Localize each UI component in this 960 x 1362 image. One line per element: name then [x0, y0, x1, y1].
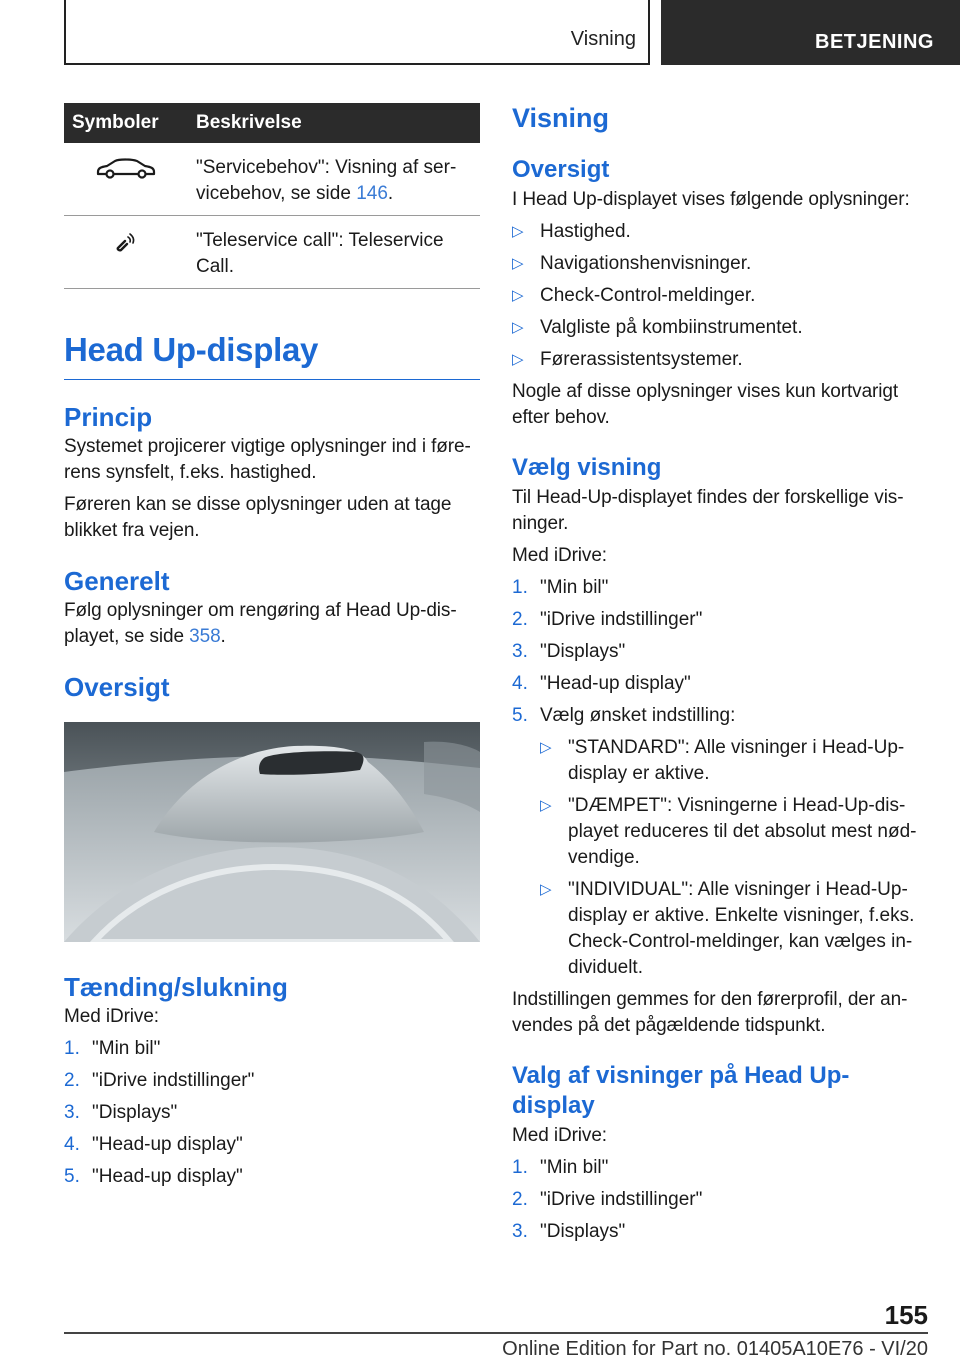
right-column — [512, 103, 928, 1251]
oversigt-list — [512, 219, 928, 373]
header-chapter-tab: BETJENING — [661, 0, 960, 65]
visning-title: Visning — [512, 103, 610, 133]
list-item: ▷ "STANDARD": Alle visninger i Head-Up-display er aktive. — [540, 737, 905, 784]
list-item: ▷ Hastighed. — [512, 219, 928, 245]
triangle-bullet-icon: ▷ — [540, 797, 552, 814]
princip-paragraph-2: Føreren kan se disse oplysninger uden at tage blikket fra vejen. — [64, 494, 452, 541]
list-item: ▷ "INDIVIDUAL": Alle visninger i Head-Up-display er aktive. Enkelte visninger, f.eks. Check-Control-meldinger, kan vælges in-dividuelt. — [540, 879, 915, 978]
header-section-title: Visning — [570, 28, 636, 50]
triangle-bullet-icon: ▷ — [512, 223, 524, 240]
valg-intro: Med iDrive: — [512, 1125, 607, 1146]
table-header-symbols: Symboler — [64, 103, 196, 143]
car-service-icon — [95, 157, 157, 187]
oversigt-subtitle: Oversigt — [512, 156, 610, 183]
header-rule-divider — [648, 0, 650, 64]
triangle-bullet-icon: ▷ — [540, 881, 552, 898]
list-item: 3. "Displays" — [512, 641, 626, 662]
list-item: 5. Vælg ønsket indstilling: ▷ "STANDARD": Alle visninger i Head-Up-display er aktive. ▷ "DÆMPET": Visningerne i Head-Up-dis-playet reduceres til det absolut mest nød-vendige. ▷ "INDIVIDUAL": Alle visninger i Head-Up-display er aktive. Enkelte visninger, f.eks. Check-Control-meldinger, kan vælges in-dividuelt. — [512, 703, 928, 981]
list-item: 3. "Displays" — [512, 1221, 626, 1242]
princip-paragraph-1: Systemet projicerer vigtige oplysninger ind i føre-rens synsfelt, f.eks. hastighed. — [64, 436, 471, 483]
list-item: ▷ "DÆMPET": Visningerne i Head-Up-dis-playet reduceres til det absolut mest nød-vendige. — [540, 795, 917, 868]
princip-title: Princip — [64, 402, 153, 432]
triangle-bullet-icon: ▷ — [512, 351, 524, 368]
footer-edition: Online Edition for Part no. 01405A10E76 - VI/20 — [502, 1338, 928, 1360]
setting-options — [540, 735, 928, 981]
triangle-bullet-icon: ▷ — [512, 255, 524, 272]
list-item: ▷ Valgliste på kombiinstrumentet. — [512, 315, 928, 341]
list-item: 1. "Min bil" — [512, 1157, 609, 1178]
list-item: 2. "iDrive indstillinger" — [64, 1070, 255, 1091]
list-item: 5. "Head-up display" — [64, 1166, 243, 1187]
page-link[interactable]: 146 — [356, 183, 388, 204]
taending-title: Tænding/slukning — [64, 972, 288, 1002]
oversigt-title: Oversigt — [64, 672, 170, 702]
table-header-description: Beskrivelse — [196, 103, 480, 143]
table-row: "Servicebehov": Visning af ser-vicebehov, se side 146. — [64, 143, 480, 216]
page-link[interactable]: 358 — [189, 626, 221, 647]
list-item: 1. "Min bil" — [64, 1038, 161, 1059]
generelt-paragraph: Følg oplysninger om rengøring af Head Up-dis-playet, se side 358. — [64, 600, 457, 647]
vaelg-visning-title: Vælg visning — [512, 454, 662, 481]
generelt-title: Generelt — [64, 566, 170, 596]
left-column — [64, 103, 480, 1196]
head-up-display-photo — [64, 722, 480, 942]
footer-rule — [64, 1332, 928, 1334]
vaelg-steps — [512, 575, 928, 981]
taending-steps — [64, 1036, 480, 1190]
teleservice-icon — [114, 230, 138, 260]
main-title: Head Up-display — [64, 331, 480, 380]
vaelg-paragraph-1: Til Head-Up-displayet findes der forskellige vis-ninger. — [512, 487, 904, 534]
valg-steps — [512, 1155, 928, 1245]
list-item: 4. "Head-up display" — [512, 673, 691, 694]
triangle-bullet-icon: ▷ — [512, 287, 524, 304]
vaelg-note: Indstillingen gemmes for den førerprofil, der an-vendes på det pågældende tidspunkt. — [512, 989, 908, 1036]
list-item: ▷ Navigationshenvisninger. — [512, 251, 928, 277]
list-item: 2. "iDrive indstillinger" — [512, 609, 703, 630]
header-rule-left — [64, 0, 66, 64]
list-item: ▷ Check-Control-meldinger. — [512, 283, 928, 309]
list-item: 4. "Head-up display" — [64, 1134, 243, 1155]
header-rule-bottom — [64, 63, 650, 65]
row-text: "Servicebehov": Visning af ser-vicebehov, se side — [196, 157, 457, 204]
list-item: ▷ Førerassistentsystemer. — [512, 347, 928, 373]
taending-intro: Med iDrive: — [64, 1006, 159, 1027]
list-item: 2. "iDrive indstillinger" — [512, 1189, 703, 1210]
oversigt-intro: I Head Up-displayet vises følgende oplysninger: — [512, 189, 910, 210]
vaelg-paragraph-2: Med iDrive: — [512, 545, 607, 566]
page-number: 155 — [884, 1300, 928, 1330]
oversigt-note: Nogle af disse oplysninger vises kun kortvarigt efter behov. — [512, 381, 899, 428]
table-row — [64, 216, 480, 289]
valg-title: Valg af visninger på Head Up-display — [512, 1062, 850, 1119]
list-item: 1. "Min bil" — [512, 577, 609, 598]
row-text: "Teleservice call": Teleservice Call. — [196, 230, 444, 277]
triangle-bullet-icon: ▷ — [540, 739, 552, 756]
triangle-bullet-icon: ▷ — [512, 319, 524, 336]
list-item: 3. "Displays" — [64, 1102, 178, 1123]
symbol-table — [64, 103, 480, 289]
